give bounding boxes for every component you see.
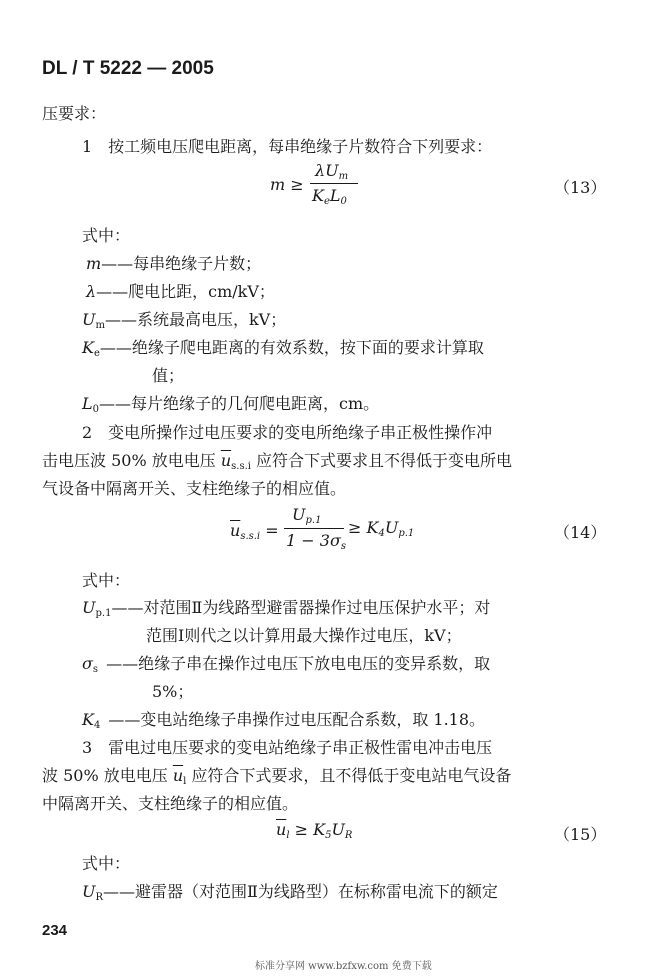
eq15-body: $\overline{u}_l \ge K_5U_R$ <box>276 820 353 841</box>
eq15-number: （15） <box>554 825 607 844</box>
def-k4: $K_4$ ——变电站绝缘子串操作过电压配合系数，取 1.18。 <box>82 710 486 731</box>
eq14-number: （14） <box>554 523 607 542</box>
footer-watermark: 标准分享网 www.bzfxw.com 免费下载 <box>255 961 432 972</box>
def-sigma: $\sigma_s$ ——绝缘子串在操作过电压下放电电压的变异系数，取 <box>82 654 491 675</box>
clause-3: 3 雷电过电压要求的变电站绝缘子串正极性雷电冲击电压 <box>82 738 493 757</box>
clause-2: 2 变电所操作过电压要求的变电所绝缘子串正极性操作冲 <box>82 423 493 442</box>
def-up1-cont: 范围Ⅰ则代之以计算用最大操作过电压，kV； <box>146 626 462 645</box>
text-line: 中隔离开关、支柱绝缘子的相应值。 <box>42 794 299 813</box>
text-line: 击电压波 50% 放电电压 $\overline{u}_{s.s.i}$ 应符合下式要求且不得低于变电所电 <box>42 451 513 472</box>
eq13-number: （13） <box>554 178 607 197</box>
eq13-numerator: $\lambda U_m$ <box>315 161 349 182</box>
def-l0: $L_0——$每片绝缘子的几何爬电距离，cm。 <box>82 394 380 415</box>
eq14-fraction-bar <box>284 528 344 529</box>
def-ke: $K_e——$绝缘子爬电距离的有效系数，按下面的要求计算取 <box>82 338 484 359</box>
eq14-denominator: $1 - 3\sigma_s$ <box>286 531 346 552</box>
eq13-lhs: m ≥ <box>270 175 304 194</box>
page-number: 234 <box>42 922 68 939</box>
eq14-rhs: ≥ $K_4U_{p.1}$ <box>348 518 415 539</box>
def-m: m——每串绝缘子片数； <box>86 254 262 273</box>
text-line: 气设备中隔离开关、支柱绝缘子的相应值。 <box>42 479 347 498</box>
eq13-fraction-bar <box>310 183 358 184</box>
def-lambda: λ——爬电比距，cm/kV； <box>86 282 275 301</box>
document-code-header: DL / T 5222 — 2005 <box>42 58 214 79</box>
where-label: 式中： <box>82 226 131 245</box>
eq14-lhs: $\overline{u}_{s.s.i}$ = <box>230 521 279 542</box>
text-line: 压要求： <box>42 104 107 123</box>
def-ke-cont: 值； <box>152 366 185 385</box>
eq14-numerator: $U_{p.1}$ <box>292 505 322 526</box>
def-up1: $U_{p.1}——$对范围Ⅱ为线路型避雷器操作过电压保护水平；对 <box>82 598 491 619</box>
where-label: 式中： <box>82 854 131 873</box>
clause-1: 1 按工频电压爬电距离，每串绝缘子片数符合下列要求： <box>82 137 493 156</box>
eq13-denominator: $K_eL_0$ <box>312 186 347 207</box>
where-label: 式中： <box>82 571 131 590</box>
def-sigma-cont: 5%； <box>152 682 194 701</box>
def-ur: $U_R——$避雷器（对范围Ⅱ为线路型）在标称雷电流下的额定 <box>82 882 498 903</box>
text-line: 波 50% 放电电压 $\overline{u}_l$ 应符合下式要求，且不得低于变电站电气设备 <box>42 766 512 787</box>
def-um: $U_m——$系统最高电压，kV； <box>82 310 287 331</box>
